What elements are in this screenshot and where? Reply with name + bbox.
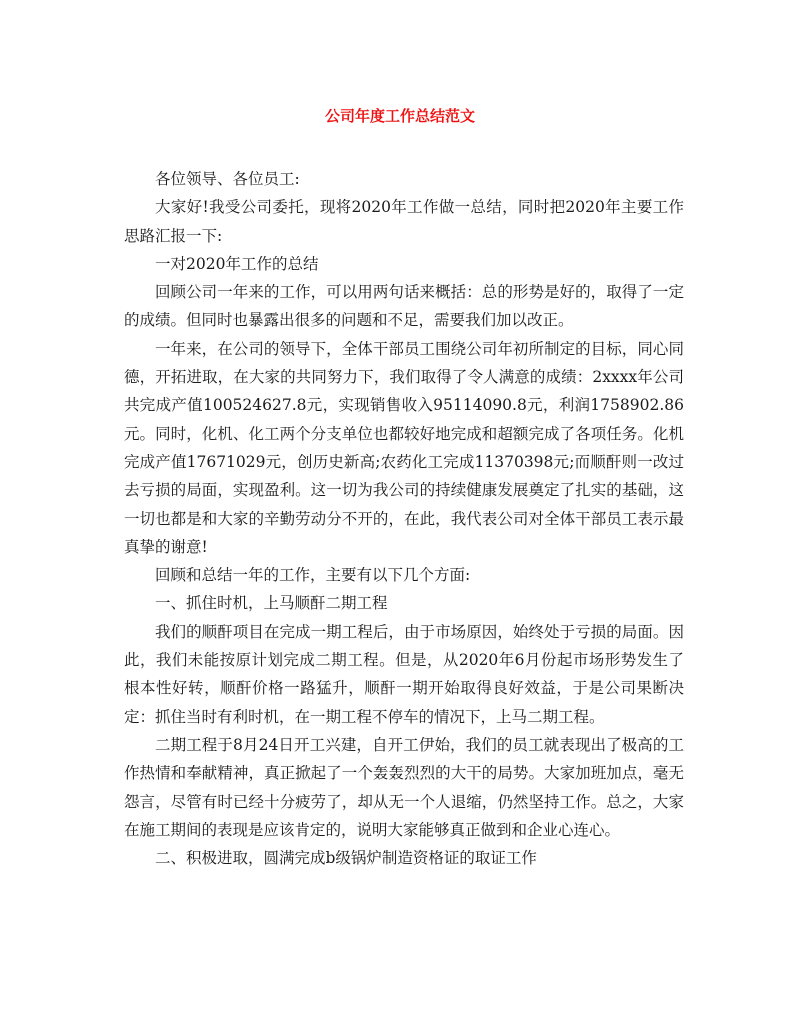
paragraph-achievements: 一年来，在公司的领导下，全体干部员工围绕公司年初所制定的目标，同心同德，开拓进取，在大家的共同努力下，我们取得了令人满意的成绩：2xxxx年公司共完成产值100524627.8元，实现销售收入95114090.8元，利润1758902.86元。同时，化机、化工两个分支单位也都较好地完成和超额完成了各项任务。化机完成产值17671029元，创历史新高;农药化工完成11370398元;而顺酐则一改过去亏损的局面，实现盈利。这一切为我公司的持续健康发展奠定了扎实的基础，这一切也都是和大家的辛勤劳动分不开的，在此，我代表公司对全体干部员工表示最真挚的谢意! bbox=[124, 339, 684, 556]
paragraph-phase-two: 二期工程于8月24日开工兴建，自开工伊始，我们的员工就表现出了极高的工作热情和奉献精神，真正掀起了一个轰轰烈烈的大干的局势。大家加班加点，毫无怨言，尽管有时已经十分疲劳了，却从无一个人退缩，仍然坚持工作。总之，大家在施工期间的表现是应该肯定的，说明大家能够真正做到和企业心连心。 bbox=[124, 735, 684, 839]
section-heading-two: 二、积极进取，圆满完成b级锅炉制造资格证的取证工作 bbox=[155, 849, 537, 868]
paragraph-greeting: 大家好!我受公司委托，现将2020年工作做一总结，同时把2020年主要工作思路汇报一下: bbox=[124, 198, 684, 245]
paragraph-review: 回顾公司一年来的工作，可以用两句话来概括：总的形势是好的，取得了一定的成绩。但同时也暴露出很多的问题和不足，需要我们加以改正。 bbox=[124, 283, 684, 330]
paragraph-phase-one: 我们的顺酐项目在完成一期工程后，由于市场原因，始终处于亏损的局面。因此，我们未能按原计划完成二期工程。但是，从2020年6月份起市场形势发生了根本性好转，顺酐价格一路猛升，顺酐一期开始取得良好效益，于是公司果断决定：抓住当时有利时机，在一期工程不停车的情况下，上马二期工程。 bbox=[124, 622, 684, 726]
document-title: 公司年度工作总结范文 bbox=[324, 107, 475, 125]
section-heading-one: 一、抓住时机，上马顺酐二期工程 bbox=[155, 594, 388, 613]
document-body bbox=[124, 165, 684, 872]
paragraph-salutation: 各位领导、各位员工: bbox=[155, 170, 300, 188]
section-heading-summary: 一对2020年工作的总结 bbox=[155, 254, 319, 273]
paragraph-aspects-intro: 回顾和总结一年的工作，主要有以下几个方面: bbox=[155, 566, 471, 585]
